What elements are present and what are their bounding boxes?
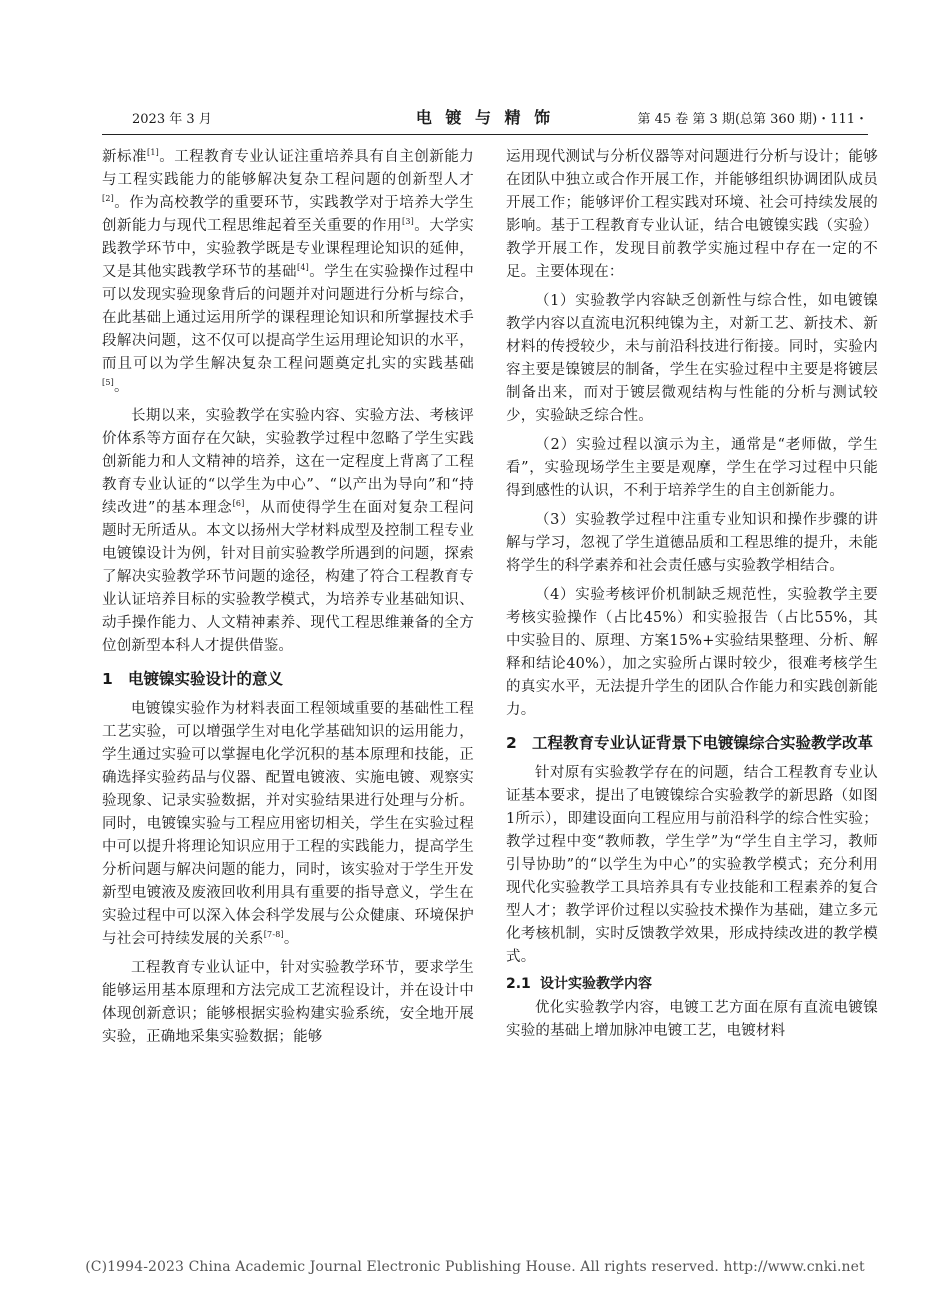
section-heading: 1 电镀镍实验设计的意义 [102, 670, 284, 688]
paragraph: 优化实验教学内容，电镀工艺方面在原有直流电镀镍实验的基础上增加脉冲电镀工艺，电镀材料 [506, 1000, 878, 1039]
paragraph: （4）实验考核评价机制缺乏规范性，实验教学主要考核实验操作（占比45%）和实验报告（占比55%，其中实验目的、原理、方案15%+实验结果整理、分析、解释和结论40%），加之实验所占课时较少，很难考核学生的真实水平，无法提升学生的团队合作能力和实践创新能力。 [506, 587, 878, 718]
right-column [506, 146, 878, 1043]
citation[interactable]: [1] [147, 148, 159, 157]
copyright-footer: (C)1994-2023 China Academic Journal Electronic Publishing House. All rights reserved. http://www.cnki.net [85, 1259, 865, 1275]
paragraph: 新标准[1]。工程教育专业认证注重培养具有自主创新能力与工程实践能力的能够解决复杂工程问题的创新型人才[2]。作为高校教学的重要环节，实践教学对于培养大学生创新能力与现代工程思维起着至关重要的作用[3]。大学实践教学环节中，实验教学既是专业课程理论知识的延伸，又是其他实践教学环节的基础[4]。学生在实验操作过程中可以发现实验现象背后的问题并对问题进行分析与综合，在此基础上通过运用所学的课程理论知识和所掌握技术手段解决问题，这不仅可以提高学生运用理论知识的水平，而且可以为学生解决复杂工程问题奠定扎实的实践基础[5]。 [102, 148, 474, 395]
paragraph: 工程教育专业认证中，针对实验教学环节，要求学生能够运用基本原理和方法完成工艺流程设计，并在设计中体现创新意识；能够根据实验构建实验系统，安全地开展实验，正确地采集实验数据；能够 [102, 960, 474, 1045]
left-column [102, 146, 474, 1049]
paragraph: （3）实验教学过程中注重专业知识和操作步骤的讲解与学习，忽视了学生道德品质和工程思维的提升，未能将学生的科学素养和社会责任感与实验教学相结合。 [506, 512, 878, 574]
paragraph: 电镀镍实验作为材料表面工程领域重要的基础性工程工艺实验，可以增强学生对电化学基础知识的运用能力，学生通过实验可以掌握电化学沉积的基本原理和技能，正确选择实验药品与仪器、配置电镀液、实施电镀、观察实验现象、记录实验数据，并对实验结果进行处理与分析。同时，电镀镍实验与工程应用密切相关，学生在实验过程中可以提升将理论知识应用于工程的实践能力，提高学生分析问题与解决问题的能力，同时，该实验对于学生开发新型电镀液及废液回收利用具有重要的指导意义，学生在实验过程中可以深入体会科学发展与公众健康、环境保护与社会可持续发展的关系[7-8]。 [102, 701, 474, 947]
paragraph: （2）实验过程以演示为主，通常是“老师做，学生看”，实验现场学生主要是观摩，学生在学习过程中只能得到感性的认识，不利于培养学生的自主创新能力。 [506, 437, 878, 499]
subsection-heading: 2.1 设计实验教学内容 [506, 976, 652, 992]
section-heading: 2 工程教育专业认证背景下电镀镍综合实验教学改革 [506, 734, 874, 752]
citation[interactable]: [4] [297, 263, 309, 272]
citation[interactable]: [3] [402, 217, 414, 226]
volume-issue-page: 第 45 卷 第 3 期(总第 360 期)・111・ [637, 112, 868, 127]
citation[interactable]: [5] [102, 378, 114, 387]
citation[interactable]: [7-8] [263, 930, 284, 939]
journal-title: 电 镀 与 精 饰 [415, 108, 555, 127]
citation[interactable]: [6] [232, 499, 245, 508]
issue-date: 2023 年 3 月 [132, 112, 212, 127]
paragraph: 运用现代测试与分析仪器等对问题进行分析与设计；能够在团队中独立或合作开展工作，并能够组织协调团队成员开展工作；能够评价工程实践对环境、社会可持续发展的影响。基于工程教育专业认证，结合电镀镍实践（实验）教学开展工作，发现目前教学实施过程中存在一定的不足。主要体现在： [506, 149, 878, 280]
citation[interactable]: [2] [102, 194, 114, 203]
paragraph: 长期以来，实验教学在实验内容、实验方法、考核评价体系等方面存在欠缺，实验教学过程中忽略了学生实践创新能力和人文精神的培养，这在一定程度上背离了工程教育专业认证的“以学生为中心”、“以产出为导向”和“持续改进”的基本理念[6]，从而使得学生在面对复杂工程问题时无所适从。本文以扬州大学材料成型及控制工程专业电镀镍设计为例，针对目前实验教学所遇到的问题，探索了解决实验教学环节问题的途径，构建了符合工程教育专业认证培养目标的实验教学模式，为培养专业基础知识、动手操作能力、人文精神素养、现代工程思维兼备的全方位创新型本科人才提供借鉴。 [102, 408, 474, 654]
paragraph: 针对原有实验教学存在的问题，结合工程教育专业认证基本要求，提出了电镀镍综合实验教学的新思路（如图1所示），即建设面向工程应用与前沿科学的综合性实验；教学过程中变“教师教，学生学”为“学生自主学习，教师引导协助”的“以学生为中心”的实验教学模式；充分利用现代化实验教学工具培养具有专业技能和工程素养的复合型人才；教学评价过程以实验技术操作为基础，建立多元化考核机制，实时反馈教学效果，形成持续改进的教学模式。 [506, 765, 878, 965]
paragraph: （1）实验教学内容缺乏创新性与综合性，如电镀镍教学内容以直流电沉积纯镍为主，对新工艺、新技术、新材料的传授较少，未与前沿科技进行衔接。同时，实验内容主要是镍镀层的制备，学生在实验过程中主要是将镀层制备出来，而对于镀层微观结构与性能的分析与测试较少，实验缺乏综合性。 [506, 293, 878, 424]
running-header [102, 106, 868, 135]
